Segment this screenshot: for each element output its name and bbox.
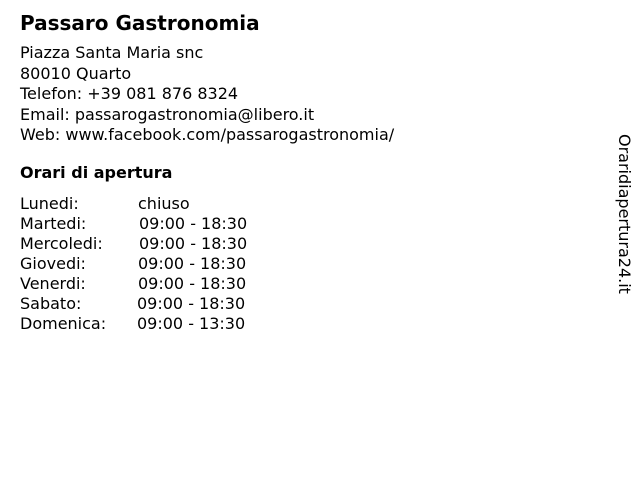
opening-hours-title: Orari di apertura — [20, 163, 173, 182]
website: Web: www.facebook.com/passarogastronomia/ — [20, 125, 395, 144]
time-value: 09:00 - 18:30 — [137, 294, 246, 313]
day-label: Martedi: — [20, 214, 87, 233]
business-name: Passaro Gastronomia — [20, 11, 260, 35]
day-label: Giovedi: — [20, 254, 86, 273]
time-value: 09:00 - 13:30 — [137, 314, 246, 333]
day-label: Domenica: — [20, 314, 107, 333]
phone-number: Telefon: +39 081 876 8324 — [20, 84, 239, 103]
day-label: Venerdi: — [20, 274, 86, 293]
day-label: Sabato: — [20, 294, 82, 313]
time-value: chiuso — [138, 194, 190, 213]
time-value: 09:00 - 18:30 — [138, 274, 247, 293]
watermark — [615, 134, 640, 314]
email-address: Email: passarogastronomia@libero.it — [20, 104, 315, 124]
address-street: Piazza Santa Maria snc — [20, 43, 204, 62]
contact-info — [20, 43, 394, 146]
time-value: 09:00 - 18:30 — [138, 254, 247, 273]
day-label: Mercoledi: — [20, 234, 103, 253]
watermark-text: Oraridiapertura24.it — [615, 134, 634, 294]
time-value: 09:00 - 18:30 — [139, 214, 248, 233]
day-label: Lunedi: — [20, 194, 79, 213]
time-value: 09:00 - 18:30 — [139, 234, 248, 253]
address-city: 80010 Quarto — [20, 63, 132, 83]
